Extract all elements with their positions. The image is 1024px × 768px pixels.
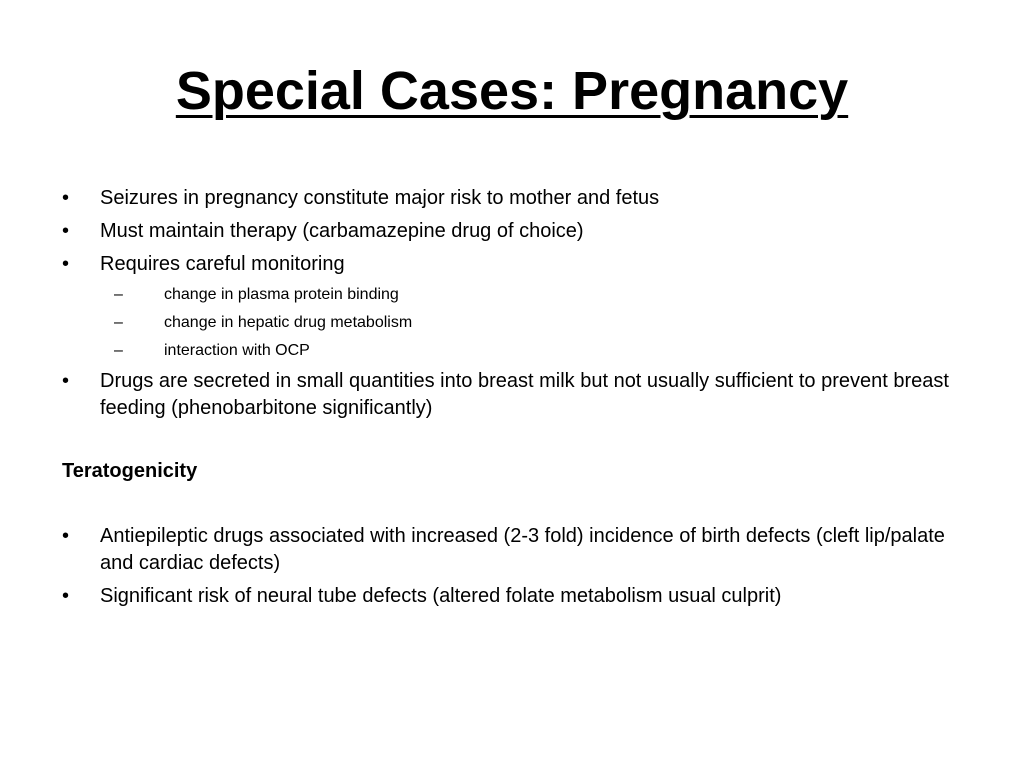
bullet-text: Antiepileptic drugs associated with increased (2-3 fold) incidence of birth defects (cleft lip/palate and cardiac defects) [100,525,945,574]
sub-bullet-item [62,340,962,362]
slide-content [62,185,962,616]
bullet-item [62,218,962,245]
bullet-item [62,368,962,422]
bullet-marker: • [62,220,70,242]
sub-bullet-item [62,284,962,306]
bullet-text: Drugs are secreted in small quantities into breast milk but not usually sufficient to prevent breast feeding (phenobarbitone significantly) [100,370,949,419]
sub-bullet-text: change in plasma protein binding [164,286,399,303]
bullet-text: Significant risk of neural tube defects (altered folate metabolism usual culprit) [100,585,782,607]
bullet-marker: • [62,525,70,547]
bullet-text: Must maintain therapy (carbamazepine drug of choice) [100,220,584,242]
bullet-marker: • [62,253,70,275]
sub-bullet-marker: – [114,342,123,359]
bullet-marker: • [62,370,70,392]
sub-bullet-text: interaction with OCP [164,342,310,359]
bullet-item [62,583,962,610]
bullet-text: Requires careful monitoring [100,253,345,275]
slide-title: Special Cases: Pregnancy [175,61,849,121]
section-heading: Teratogenicity [62,460,198,482]
bullet-text: Seizures in pregnancy constitute major risk to mother and fetus [100,187,660,209]
bullet-item [62,251,962,278]
sub-bullet-marker: – [114,286,123,303]
bullet-marker: • [62,585,70,607]
bullet-item [62,523,962,577]
bullet-item [62,185,962,212]
bullet-marker: • [62,187,70,209]
sub-bullet-marker: – [114,314,123,331]
sub-bullet-text: change in hepatic drug metabolism [164,314,413,331]
sub-bullet-item [62,312,962,334]
